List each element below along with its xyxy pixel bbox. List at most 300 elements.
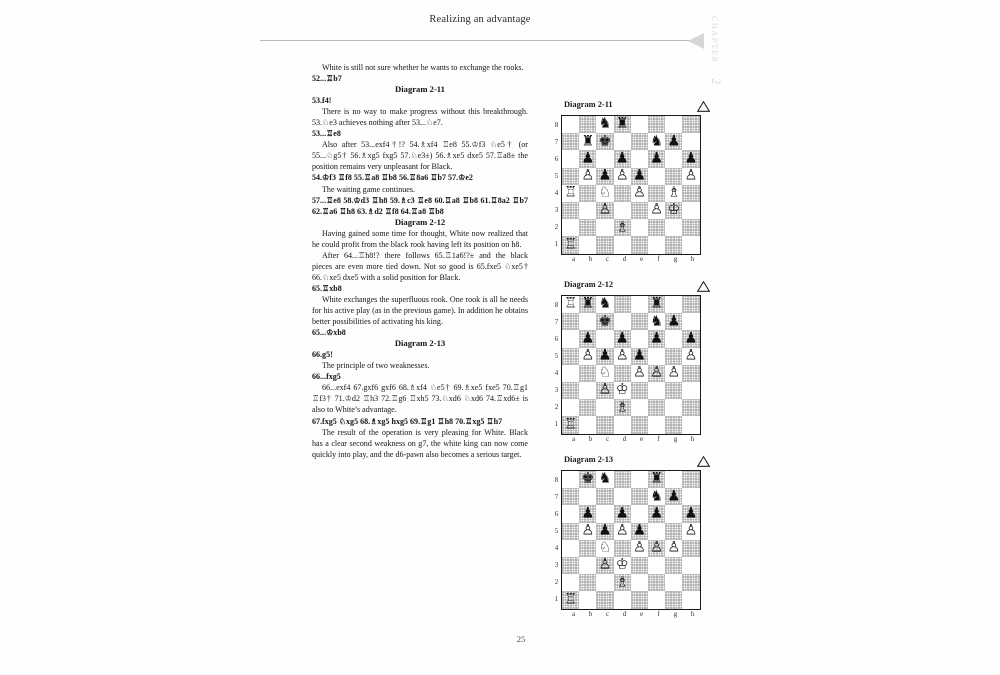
piece-bn[interactable]: ♞ xyxy=(650,313,664,330)
square-d7[interactable] xyxy=(614,488,631,505)
piece-wp[interactable]: ♙ xyxy=(684,167,698,184)
square-f1[interactable] xyxy=(648,591,665,608)
square-a1[interactable] xyxy=(562,236,579,253)
square-d5[interactable] xyxy=(614,348,631,365)
square-f6[interactable] xyxy=(648,505,665,522)
piece-bp[interactable]: ♟ xyxy=(615,505,629,522)
square-f5[interactable] xyxy=(648,168,665,185)
rank-label: 5 xyxy=(554,352,559,360)
square-e3[interactable] xyxy=(631,382,648,399)
rank-label: 7 xyxy=(554,318,559,326)
piece-br[interactable]: ♜ xyxy=(581,295,595,312)
file-label: a xyxy=(571,435,576,443)
square-h5[interactable] xyxy=(682,523,699,540)
square-c8[interactable] xyxy=(596,296,613,313)
square-g2[interactable] xyxy=(665,219,682,236)
square-f3[interactable] xyxy=(648,382,665,399)
square-f4[interactable] xyxy=(648,185,665,202)
square-f2[interactable] xyxy=(648,219,665,236)
rank-label: 5 xyxy=(554,172,559,180)
square-d5[interactable] xyxy=(614,168,631,185)
square-d1[interactable] xyxy=(614,416,631,433)
piece-bn[interactable]: ♞ xyxy=(598,295,612,312)
square-b7[interactable] xyxy=(579,488,596,505)
square-c2[interactable] xyxy=(596,399,613,416)
square-g5[interactable] xyxy=(665,523,682,540)
file-label: b xyxy=(588,435,593,443)
square-b2[interactable] xyxy=(579,399,596,416)
square-b3[interactable] xyxy=(579,202,596,219)
square-b4[interactable] xyxy=(579,365,596,382)
square-d6[interactable] xyxy=(614,505,631,522)
file-label: f xyxy=(657,435,660,443)
piece-bp[interactable]: ♟ xyxy=(632,522,646,539)
square-f2[interactable] xyxy=(648,574,665,591)
piece-bp[interactable]: ♟ xyxy=(650,150,664,167)
piece-bp[interactable]: ♟ xyxy=(684,150,698,167)
square-a2[interactable] xyxy=(562,399,579,416)
piece-bp[interactable]: ♟ xyxy=(632,347,646,364)
square-a4[interactable] xyxy=(562,540,579,557)
piece-wb[interactable]: ♗ xyxy=(615,574,629,591)
square-d3[interactable] xyxy=(614,382,631,399)
piece-wr[interactable]: ♖ xyxy=(564,416,578,433)
square-b3[interactable] xyxy=(579,382,596,399)
square-e4[interactable] xyxy=(631,185,648,202)
file-label: f xyxy=(657,255,660,263)
square-g1[interactable] xyxy=(665,416,682,433)
square-b1[interactable] xyxy=(579,416,596,433)
square-d7[interactable] xyxy=(614,313,631,330)
file-label: e xyxy=(639,435,644,443)
square-f8[interactable] xyxy=(648,116,665,133)
square-g2[interactable] xyxy=(665,574,682,591)
square-f8[interactable] xyxy=(648,471,665,488)
square-e6[interactable] xyxy=(631,505,648,522)
square-f5[interactable] xyxy=(648,523,665,540)
chess-board[interactable] xyxy=(561,295,701,435)
square-e1[interactable] xyxy=(631,416,648,433)
piece-wp[interactable]: ♙ xyxy=(632,539,646,556)
piece-wp[interactable]: ♙ xyxy=(598,381,612,398)
square-a3[interactable] xyxy=(562,382,579,399)
piece-br[interactable]: ♜ xyxy=(581,133,595,150)
square-b3[interactable] xyxy=(579,557,596,574)
square-g7[interactable] xyxy=(665,133,682,150)
square-e7[interactable] xyxy=(631,133,648,150)
rank-label: 1 xyxy=(554,595,559,603)
file-label: g xyxy=(673,255,678,263)
piece-wb[interactable]: ♗ xyxy=(667,184,681,201)
square-c4[interactable] xyxy=(596,365,613,382)
square-b2[interactable] xyxy=(579,574,596,591)
square-e5[interactable] xyxy=(631,523,648,540)
square-b8[interactable] xyxy=(579,471,596,488)
piece-wp[interactable]: ♙ xyxy=(598,201,612,218)
square-c2[interactable] xyxy=(596,574,613,591)
square-g8[interactable] xyxy=(665,296,682,313)
square-c5[interactable] xyxy=(596,168,613,185)
piece-bk[interactable]: ♚ xyxy=(581,470,595,487)
square-g7[interactable] xyxy=(665,488,682,505)
rank-label: 3 xyxy=(554,386,559,394)
square-c1[interactable] xyxy=(596,416,613,433)
piece-wp[interactable]: ♙ xyxy=(667,364,681,381)
square-b6[interactable] xyxy=(579,505,596,522)
piece-wp[interactable]: ♙ xyxy=(598,556,612,573)
square-b1[interactable] xyxy=(579,591,596,608)
paragraph-p7: White exchanges the superfluous rook. One rook is all he needs for his active play (as in the previous game). In addition he obtains better possibilities of activating his king. xyxy=(312,294,528,327)
diagram-2-13 xyxy=(554,455,703,618)
square-h8[interactable] xyxy=(682,116,699,133)
piece-bp[interactable]: ♟ xyxy=(667,133,681,150)
square-d1[interactable] xyxy=(614,236,631,253)
square-h3[interactable] xyxy=(682,557,699,574)
square-a5[interactable] xyxy=(562,348,579,365)
piece-wp[interactable]: ♙ xyxy=(615,167,629,184)
square-a3[interactable] xyxy=(562,202,579,219)
piece-bp[interactable]: ♟ xyxy=(667,313,681,330)
file-label: d xyxy=(622,255,627,263)
square-g8[interactable] xyxy=(665,471,682,488)
square-e2[interactable] xyxy=(631,219,648,236)
square-g5[interactable] xyxy=(665,348,682,365)
square-d7[interactable] xyxy=(614,133,631,150)
square-a7[interactable] xyxy=(562,488,579,505)
square-c4[interactable] xyxy=(596,540,613,557)
square-h2[interactable] xyxy=(682,219,699,236)
square-f2[interactable] xyxy=(648,399,665,416)
piece-bp[interactable]: ♟ xyxy=(581,150,595,167)
square-c5[interactable] xyxy=(596,348,613,365)
square-g4[interactable] xyxy=(665,540,682,557)
square-g4[interactable] xyxy=(665,365,682,382)
square-c1[interactable] xyxy=(596,236,613,253)
square-h1[interactable] xyxy=(682,416,699,433)
square-a4[interactable] xyxy=(562,365,579,382)
square-c6[interactable] xyxy=(596,150,613,167)
paragraph-p10: The result of the operation is very pleasing for White. Black has a clear second weakness on g7, the white king can now come quickly into play, and the d6-pawn also becomes a serious target. xyxy=(312,427,528,459)
square-a4[interactable] xyxy=(562,185,579,202)
square-b4[interactable] xyxy=(579,185,596,202)
square-g4[interactable] xyxy=(665,185,682,202)
diagram-title: Diagram 2-12 xyxy=(564,280,614,289)
square-a6[interactable] xyxy=(562,150,579,167)
file-label: b xyxy=(588,610,593,618)
piece-wp[interactable]: ♙ xyxy=(667,539,681,556)
square-f7[interactable] xyxy=(648,313,665,330)
square-e1[interactable] xyxy=(631,236,648,253)
square-h2[interactable] xyxy=(682,574,699,591)
square-b6[interactable] xyxy=(579,150,596,167)
square-h1[interactable] xyxy=(682,591,699,608)
piece-bk[interactable]: ♚ xyxy=(598,133,612,150)
square-f6[interactable] xyxy=(648,330,665,347)
square-e5[interactable] xyxy=(631,168,648,185)
piece-bp[interactable]: ♟ xyxy=(598,347,612,364)
piece-bk[interactable]: ♚ xyxy=(598,313,612,330)
square-f3[interactable] xyxy=(648,202,665,219)
square-h6[interactable] xyxy=(682,330,699,347)
paragraph-p8: The principle of two weaknesses. xyxy=(322,361,430,371)
piece-wp[interactable]: ♙ xyxy=(632,364,646,381)
square-d4[interactable] xyxy=(614,540,631,557)
square-d2[interactable] xyxy=(614,219,631,236)
square-a8[interactable] xyxy=(562,471,579,488)
move-line-m9: 66...fxg5 xyxy=(312,372,341,382)
piece-bn[interactable]: ♞ xyxy=(598,115,612,132)
square-h3[interactable] xyxy=(682,202,699,219)
square-h7[interactable] xyxy=(682,488,699,505)
square-b7[interactable] xyxy=(579,133,596,150)
square-b5[interactable] xyxy=(579,168,596,185)
piece-wb[interactable]: ♗ xyxy=(615,399,629,416)
square-b5[interactable] xyxy=(579,348,596,365)
piece-bp[interactable]: ♟ xyxy=(684,505,698,522)
piece-wn[interactable]: ♘ xyxy=(598,539,612,556)
square-e7[interactable] xyxy=(631,488,648,505)
piece-wr[interactable]: ♖ xyxy=(564,184,578,201)
piece-wr[interactable]: ♖ xyxy=(564,236,578,253)
square-c3[interactable] xyxy=(596,202,613,219)
piece-bp[interactable]: ♟ xyxy=(650,330,664,347)
square-d3[interactable] xyxy=(614,557,631,574)
square-g5[interactable] xyxy=(665,168,682,185)
square-a8[interactable] xyxy=(562,116,579,133)
piece-wk[interactable]: ♔ xyxy=(615,556,629,573)
piece-bp[interactable]: ♟ xyxy=(598,167,612,184)
square-d6[interactable] xyxy=(614,330,631,347)
piece-wr[interactable]: ♖ xyxy=(564,591,578,608)
square-d2[interactable] xyxy=(614,399,631,416)
square-g6[interactable] xyxy=(665,150,682,167)
square-g7[interactable] xyxy=(665,313,682,330)
piece-wp[interactable]: ♙ xyxy=(650,364,664,381)
file-label: a xyxy=(571,610,576,618)
square-f8[interactable] xyxy=(648,296,665,313)
square-c7[interactable] xyxy=(596,133,613,150)
rank-label: 3 xyxy=(554,206,559,214)
piece-bn[interactable]: ♞ xyxy=(650,488,664,505)
piece-wp[interactable]: ♙ xyxy=(650,201,664,218)
square-b5[interactable] xyxy=(579,523,596,540)
square-c3[interactable] xyxy=(596,557,613,574)
square-e3[interactable] xyxy=(631,557,648,574)
rank-label: 2 xyxy=(554,223,559,231)
square-c1[interactable] xyxy=(596,591,613,608)
square-e5[interactable] xyxy=(631,348,648,365)
piece-bp[interactable]: ♟ xyxy=(581,505,595,522)
piece-wn[interactable]: ♘ xyxy=(598,184,612,201)
square-h4[interactable] xyxy=(682,365,699,382)
square-a1[interactable] xyxy=(562,591,579,608)
square-h7[interactable] xyxy=(682,313,699,330)
square-d5[interactable] xyxy=(614,523,631,540)
square-f4[interactable] xyxy=(648,540,665,557)
piece-br[interactable]: ♜ xyxy=(650,295,664,312)
piece-wp[interactable]: ♙ xyxy=(581,167,595,184)
square-c7[interactable] xyxy=(596,488,613,505)
piece-bp[interactable]: ♟ xyxy=(598,522,612,539)
square-h6[interactable] xyxy=(682,505,699,522)
square-h7[interactable] xyxy=(682,133,699,150)
square-f1[interactable] xyxy=(648,236,665,253)
file-label: d xyxy=(622,435,627,443)
square-e6[interactable] xyxy=(631,330,648,347)
square-e4[interactable] xyxy=(631,365,648,382)
square-c8[interactable] xyxy=(596,471,613,488)
move-line-m10: 67.fxg5 ♘xg5 68.♗xg5 hxg5 69.♖g1 ♖h8 70.♖xg5 ♖h7 xyxy=(312,416,503,426)
square-b8[interactable] xyxy=(579,296,596,313)
piece-wr[interactable]: ♖ xyxy=(564,295,578,312)
square-b1[interactable] xyxy=(579,236,596,253)
square-a3[interactable] xyxy=(562,557,579,574)
square-f4[interactable] xyxy=(648,365,665,382)
square-a5[interactable] xyxy=(562,168,579,185)
square-g6[interactable] xyxy=(665,330,682,347)
square-c2[interactable] xyxy=(596,219,613,236)
piece-bp[interactable]: ♟ xyxy=(667,488,681,505)
square-h5[interactable] xyxy=(682,168,699,185)
piece-wp[interactable]: ♙ xyxy=(581,347,595,364)
move-line-m1: 52...♖b7 xyxy=(312,74,342,84)
square-a6[interactable] xyxy=(562,330,579,347)
file-label: g xyxy=(673,610,678,618)
square-e8[interactable] xyxy=(631,471,648,488)
square-e1[interactable] xyxy=(631,591,648,608)
square-b2[interactable] xyxy=(579,219,596,236)
square-b4[interactable] xyxy=(579,540,596,557)
square-h3[interactable] xyxy=(682,382,699,399)
square-d4[interactable] xyxy=(614,185,631,202)
square-h8[interactable] xyxy=(682,471,699,488)
square-c4[interactable] xyxy=(596,185,613,202)
square-f1[interactable] xyxy=(648,416,665,433)
piece-wp[interactable]: ♙ xyxy=(632,184,646,201)
square-d2[interactable] xyxy=(614,574,631,591)
piece-wp[interactable]: ♙ xyxy=(615,347,629,364)
square-a6[interactable] xyxy=(562,505,579,522)
piece-bp[interactable]: ♟ xyxy=(650,505,664,522)
square-a2[interactable] xyxy=(562,219,579,236)
piece-wk[interactable]: ♔ xyxy=(667,201,681,218)
square-f3[interactable] xyxy=(648,557,665,574)
square-h1[interactable] xyxy=(682,236,699,253)
diagram-caption-h1: Diagram 2-11 xyxy=(395,84,445,95)
rank-label: 8 xyxy=(554,476,559,484)
piece-wb[interactable]: ♗ xyxy=(615,219,629,236)
square-g3[interactable] xyxy=(665,202,682,219)
diagram-title: Diagram 2-13 xyxy=(564,455,614,464)
square-g2[interactable] xyxy=(665,399,682,416)
chess-board[interactable] xyxy=(561,115,701,255)
square-d3[interactable] xyxy=(614,202,631,219)
square-b8[interactable] xyxy=(579,116,596,133)
square-h2[interactable] xyxy=(682,399,699,416)
paragraph-p1: White is still not sure whether he wants to exchange the rooks. xyxy=(322,63,524,72)
chess-board[interactable] xyxy=(561,470,701,610)
square-h6[interactable] xyxy=(682,150,699,167)
piece-bn[interactable]: ♞ xyxy=(598,470,612,487)
square-c8[interactable] xyxy=(596,116,613,133)
file-labels xyxy=(565,255,701,263)
piece-wn[interactable]: ♘ xyxy=(598,364,612,381)
piece-wp[interactable]: ♙ xyxy=(684,347,698,364)
square-f7[interactable] xyxy=(648,133,665,150)
square-e4[interactable] xyxy=(631,540,648,557)
square-e3[interactable] xyxy=(631,202,648,219)
square-a5[interactable] xyxy=(562,523,579,540)
square-d1[interactable] xyxy=(614,591,631,608)
piece-bp[interactable]: ♟ xyxy=(632,167,646,184)
square-a8[interactable] xyxy=(562,296,579,313)
square-h8[interactable] xyxy=(682,296,699,313)
piece-br[interactable]: ♜ xyxy=(650,470,664,487)
piece-wp[interactable]: ♙ xyxy=(684,522,698,539)
piece-bp[interactable]: ♟ xyxy=(615,330,629,347)
piece-br[interactable]: ♜ xyxy=(615,115,629,132)
square-d6[interactable] xyxy=(614,150,631,167)
square-c3[interactable] xyxy=(596,382,613,399)
square-f6[interactable] xyxy=(648,150,665,167)
board-wrapper xyxy=(554,115,703,263)
square-e2[interactable] xyxy=(631,399,648,416)
square-b6[interactable] xyxy=(579,330,596,347)
square-a1[interactable] xyxy=(562,416,579,433)
square-e8[interactable] xyxy=(631,296,648,313)
square-a7[interactable] xyxy=(562,133,579,150)
square-c6[interactable] xyxy=(596,330,613,347)
square-g3[interactable] xyxy=(665,557,682,574)
square-d8[interactable] xyxy=(614,116,631,133)
square-b7[interactable] xyxy=(579,313,596,330)
square-g1[interactable] xyxy=(665,236,682,253)
square-g3[interactable] xyxy=(665,382,682,399)
square-a7[interactable] xyxy=(562,313,579,330)
square-h4[interactable] xyxy=(682,185,699,202)
square-c6[interactable] xyxy=(596,505,613,522)
piece-wp[interactable]: ♙ xyxy=(581,522,595,539)
square-d4[interactable] xyxy=(614,365,631,382)
square-d8[interactable] xyxy=(614,296,631,313)
move-line-m7: 65...♔xb8 xyxy=(312,328,346,338)
piece-wp[interactable]: ♙ xyxy=(615,522,629,539)
square-f7[interactable] xyxy=(648,488,665,505)
piece-bp[interactable]: ♟ xyxy=(684,330,698,347)
square-g1[interactable] xyxy=(665,591,682,608)
piece-bp[interactable]: ♟ xyxy=(581,330,595,347)
square-h4[interactable] xyxy=(682,540,699,557)
rank-label: 2 xyxy=(554,578,559,586)
square-d8[interactable] xyxy=(614,471,631,488)
square-e7[interactable] xyxy=(631,313,648,330)
square-c7[interactable] xyxy=(596,313,613,330)
square-a2[interactable] xyxy=(562,574,579,591)
square-g8[interactable] xyxy=(665,116,682,133)
square-h5[interactable] xyxy=(682,348,699,365)
piece-wk[interactable]: ♔ xyxy=(615,381,629,398)
square-e2[interactable] xyxy=(631,574,648,591)
square-e6[interactable] xyxy=(631,150,648,167)
square-e8[interactable] xyxy=(631,116,648,133)
piece-bp[interactable]: ♟ xyxy=(615,150,629,167)
square-c5[interactable] xyxy=(596,523,613,540)
square-g6[interactable] xyxy=(665,505,682,522)
piece-wp[interactable]: ♙ xyxy=(650,539,664,556)
piece-bn[interactable]: ♞ xyxy=(650,133,664,150)
square-f5[interactable] xyxy=(648,348,665,365)
rank-label: 7 xyxy=(554,493,559,501)
